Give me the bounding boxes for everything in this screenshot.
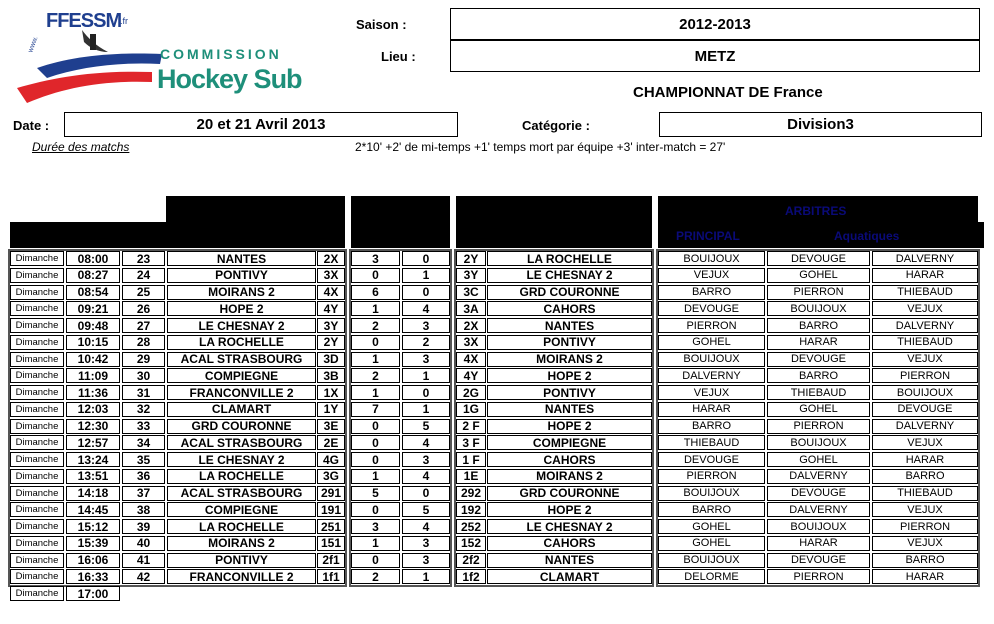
away-code-cell: 292 — [456, 486, 486, 501]
referee-principal-cell: PIERRON — [658, 318, 765, 333]
day-cell: Dimanche — [10, 486, 64, 501]
away-code-cell: 3A — [456, 301, 486, 316]
time-cell: 14:18 — [66, 486, 120, 501]
referee-principal-cell: BOUIJOUX — [658, 553, 765, 568]
referees-principal: PRINCIPAL — [676, 229, 740, 243]
away-team-cell: LA ROCHELLE — [487, 251, 652, 266]
home-code-cell: 3G — [317, 469, 345, 484]
away-team-cell: GRD COURONNE — [487, 486, 652, 501]
home-score-cell: 1 — [351, 469, 400, 484]
time-cell: 12:57 — [66, 435, 120, 450]
referee-aquatic-2-cell: VEJUX — [872, 435, 978, 450]
referee-principal-cell: BOUIJOUX — [658, 486, 765, 501]
home-team-cell: LE CHESNAY 2 — [167, 452, 316, 467]
referees-title: ARBITRES — [785, 204, 847, 218]
referee-aquatic-2-cell: DALVERNY — [872, 251, 978, 266]
away-code-cell: 4Y — [456, 368, 486, 383]
logo-ffessm-text: FFESSM — [46, 10, 122, 32]
referee-aquatic-1-cell: DALVERNY — [767, 502, 870, 517]
referee-principal-cell: THIEBAUD — [658, 435, 765, 450]
match-number-cell: 24 — [122, 268, 165, 283]
home-code-cell: 3D — [317, 352, 345, 367]
time-cell: 09:21 — [66, 301, 120, 316]
away-team-cell: CLAMART — [487, 569, 652, 584]
referee-aquatic-1-cell: DEVOUGE — [767, 251, 870, 266]
referee-aquatic-2-cell: VEJUX — [872, 536, 978, 551]
saison-label: Saison : — [356, 17, 407, 32]
home-code-cell: 4G — [317, 452, 345, 467]
referee-principal-cell: DALVERNY — [658, 368, 765, 383]
home-code-cell: 191 — [317, 502, 345, 517]
home-team-cell: PONTIVY — [167, 268, 316, 283]
away-score-cell: 4 — [402, 435, 450, 450]
day-cell: Dimanche — [10, 469, 64, 484]
categorie-value: Division3 — [659, 112, 982, 137]
referee-aquatic-2-cell: HARAR — [872, 268, 978, 283]
referee-aquatic-2-cell: VEJUX — [872, 301, 978, 316]
away-code-cell: 192 — [456, 502, 486, 517]
referee-aquatic-1-cell: GOHEL — [767, 268, 870, 283]
logo-commission-text: COMMISSION — [160, 46, 282, 62]
home-score-cell: 0 — [351, 419, 400, 434]
away-score-cell: 3 — [402, 553, 450, 568]
match-number-cell: 32 — [122, 402, 165, 417]
away-team-cell: PONTIVY — [487, 385, 652, 400]
home-score-cell: 7 — [351, 402, 400, 417]
day-cell: Dimanche — [10, 335, 64, 350]
match-number-cell: 37 — [122, 486, 165, 501]
referee-aquatic-2-cell: HARAR — [872, 569, 978, 584]
match-number-cell: 40 — [122, 536, 165, 551]
referee-aquatic-2-cell: HARAR — [872, 452, 978, 467]
referee-aquatic-1-cell: THIEBAUD — [767, 385, 870, 400]
time-cell: 13:51 — [66, 469, 120, 484]
home-code-cell: 3B — [317, 368, 345, 383]
home-score-cell: 0 — [351, 553, 400, 568]
referee-aquatic-1-cell: DEVOUGE — [767, 486, 870, 501]
away-team-cell: HOPE 2 — [487, 368, 652, 383]
match-number-cell: 42 — [122, 569, 165, 584]
time-cell: 10:42 — [66, 352, 120, 367]
home-team-cell: CLAMART — [167, 402, 316, 417]
time-cell: 16:33 — [66, 569, 120, 584]
away-team-cell: PONTIVY — [487, 335, 652, 350]
away-score-cell: 4 — [402, 301, 450, 316]
away-team-cell: CAHORS — [487, 301, 652, 316]
referee-aquatic-2-cell: DEVOUGE — [872, 402, 978, 417]
duree-label: Durée des matchs — [32, 140, 130, 154]
day-cell: Dimanche — [10, 402, 64, 417]
home-code-cell: 1X — [317, 385, 345, 400]
header-block-away — [456, 196, 652, 248]
away-score-cell: 3 — [402, 318, 450, 333]
referee-aquatic-1-cell: GOHEL — [767, 452, 870, 467]
away-code-cell: 2X — [456, 318, 486, 333]
last-day-cell: Dimanche — [10, 586, 64, 601]
day-cell: Dimanche — [10, 352, 64, 367]
home-team-cell: LA ROCHELLE — [167, 519, 316, 534]
home-team-cell: NANTES — [167, 251, 316, 266]
header-block-score — [351, 196, 450, 248]
match-number-cell: 38 — [122, 502, 165, 517]
day-cell: Dimanche — [10, 318, 64, 333]
header-block-left — [10, 222, 166, 248]
away-team-cell: HOPE 2 — [487, 419, 652, 434]
logo-fr-text: .fr — [120, 16, 128, 26]
lieu-label: Lieu : — [381, 49, 416, 64]
day-cell: Dimanche — [10, 502, 64, 517]
away-score-cell: 5 — [402, 502, 450, 517]
day-cell: Dimanche — [10, 368, 64, 383]
time-cell: 08:00 — [66, 251, 120, 266]
home-team-cell: PONTIVY — [167, 553, 316, 568]
home-team-cell: ACAL STRASBOURG — [167, 486, 316, 501]
logo-hockey-text: Hockey Sub — [157, 64, 302, 94]
time-cell: 08:54 — [66, 285, 120, 300]
home-code-cell: 3Y — [317, 318, 345, 333]
home-score-cell: 1 — [351, 536, 400, 551]
referee-aquatic-2-cell: THIEBAUD — [872, 285, 978, 300]
referee-principal-cell: VEJUX — [658, 385, 765, 400]
last-time-cell: 17:00 — [66, 586, 120, 601]
home-code-cell: 4Y — [317, 301, 345, 316]
referee-aquatic-1-cell: DEVOUGE — [767, 352, 870, 367]
home-code-cell: 3E — [317, 419, 345, 434]
home-code-cell: 1Y — [317, 402, 345, 417]
away-code-cell: 252 — [456, 519, 486, 534]
home-team-cell: GRD COURONNE — [167, 419, 316, 434]
home-team-cell: FRANCONVILLE 2 — [167, 569, 316, 584]
away-team-cell: LE CHESNAY 2 — [487, 519, 652, 534]
referee-aquatic-1-cell: PIERRON — [767, 569, 870, 584]
home-score-cell: 3 — [351, 251, 400, 266]
referee-aquatic-1-cell: BARRO — [767, 368, 870, 383]
away-team-cell: LE CHESNAY 2 — [487, 268, 652, 283]
home-team-cell: MOIRANS 2 — [167, 536, 316, 551]
away-team-cell: COMPIEGNE — [487, 435, 652, 450]
home-code-cell: 4X — [317, 285, 345, 300]
duree-value: 2*10' +2' de mi-temps +1' temps mort par équipe +3' inter-match = 27' — [355, 140, 726, 154]
home-score-cell: 2 — [351, 368, 400, 383]
referee-principal-cell: GOHEL — [658, 335, 765, 350]
referees-aquatiques: Aquatiques — [834, 229, 900, 243]
away-code-cell: 2G — [456, 385, 486, 400]
referee-principal-cell: DELORME — [658, 569, 765, 584]
away-team-cell: CAHORS — [487, 452, 652, 467]
referee-aquatic-1-cell: HARAR — [767, 335, 870, 350]
home-code-cell: 2X — [317, 251, 345, 266]
day-cell: Dimanche — [10, 569, 64, 584]
home-code-cell: 151 — [317, 536, 345, 551]
away-team-cell: MOIRANS 2 — [487, 469, 652, 484]
home-team-cell: FRANCONVILLE 2 — [167, 385, 316, 400]
away-score-cell: 3 — [402, 352, 450, 367]
referee-aquatic-2-cell: PIERRON — [872, 519, 978, 534]
time-cell: 13:24 — [66, 452, 120, 467]
referee-aquatic-2-cell: THIEBAUD — [872, 335, 978, 350]
day-cell: Dimanche — [10, 268, 64, 283]
home-code-cell: 1f1 — [317, 569, 345, 584]
time-cell: 16:06 — [66, 553, 120, 568]
time-cell: 12:03 — [66, 402, 120, 417]
match-number-cell: 39 — [122, 519, 165, 534]
home-team-cell: COMPIEGNE — [167, 502, 316, 517]
home-code-cell: 2E — [317, 435, 345, 450]
away-code-cell: 2f2 — [456, 553, 486, 568]
referee-aquatic-2-cell: VEJUX — [872, 502, 978, 517]
home-score-cell: 0 — [351, 335, 400, 350]
away-score-cell: 0 — [402, 285, 450, 300]
referee-principal-cell: BARRO — [658, 419, 765, 434]
away-code-cell: 3 F — [456, 435, 486, 450]
away-code-cell: 1 F — [456, 452, 486, 467]
match-number-cell: 41 — [122, 553, 165, 568]
referee-principal-cell: GOHEL — [658, 536, 765, 551]
away-team-cell: GRD COURONNE — [487, 285, 652, 300]
header-block-home — [166, 196, 345, 248]
home-team-cell: ACAL STRASBOURG — [167, 435, 316, 450]
referee-principal-cell: BOUIJOUX — [658, 251, 765, 266]
home-team-cell: COMPIEGNE — [167, 368, 316, 383]
referee-aquatic-1-cell: BOUIJOUX — [767, 435, 870, 450]
away-score-cell: 1 — [402, 402, 450, 417]
home-score-cell: 2 — [351, 318, 400, 333]
time-cell: 09:48 — [66, 318, 120, 333]
away-score-cell: 1 — [402, 569, 450, 584]
home-score-cell: 0 — [351, 452, 400, 467]
away-score-cell: 0 — [402, 486, 450, 501]
away-code-cell: 1f2 — [456, 569, 486, 584]
referee-aquatic-1-cell: BOUIJOUX — [767, 301, 870, 316]
home-score-cell: 1 — [351, 301, 400, 316]
away-code-cell: 1G — [456, 402, 486, 417]
away-code-cell: 3X — [456, 335, 486, 350]
match-number-cell: 36 — [122, 469, 165, 484]
away-team-cell: HOPE 2 — [487, 502, 652, 517]
home-score-cell: 5 — [351, 486, 400, 501]
home-code-cell: 3X — [317, 268, 345, 283]
time-cell: 15:12 — [66, 519, 120, 534]
referee-principal-cell: GOHEL — [658, 519, 765, 534]
day-cell: Dimanche — [10, 251, 64, 266]
home-team-cell: LA ROCHELLE — [167, 469, 316, 484]
away-code-cell: 3C — [456, 285, 486, 300]
away-code-cell: 2 F — [456, 419, 486, 434]
referee-principal-cell: VEJUX — [658, 268, 765, 283]
ffessm-logo — [12, 8, 317, 108]
time-cell: 08:27 — [66, 268, 120, 283]
day-cell: Dimanche — [10, 452, 64, 467]
referee-principal-cell: HARAR — [658, 402, 765, 417]
time-cell: 12:30 — [66, 419, 120, 434]
referee-principal-cell: DEVOUGE — [658, 301, 765, 316]
day-cell: Dimanche — [10, 536, 64, 551]
match-number-cell: 26 — [122, 301, 165, 316]
day-cell: Dimanche — [10, 385, 64, 400]
away-score-cell: 0 — [402, 385, 450, 400]
match-number-cell: 25 — [122, 285, 165, 300]
referee-aquatic-1-cell: PIERRON — [767, 419, 870, 434]
day-cell: Dimanche — [10, 519, 64, 534]
home-code-cell: 2f1 — [317, 553, 345, 568]
date-label: Date : — [13, 118, 50, 133]
match-number-cell: 23 — [122, 251, 165, 266]
away-team-cell: CAHORS — [487, 536, 652, 551]
away-code-cell: 1E — [456, 469, 486, 484]
away-team-cell: NANTES — [487, 318, 652, 333]
match-number-cell: 33 — [122, 419, 165, 434]
referee-principal-cell: BOUIJOUX — [658, 352, 765, 367]
referee-aquatic-2-cell: THIEBAUD — [872, 486, 978, 501]
match-number-cell: 34 — [122, 435, 165, 450]
referee-aquatic-2-cell: BARRO — [872, 469, 978, 484]
home-score-cell: 3 — [351, 519, 400, 534]
referee-aquatic-2-cell: BOUIJOUX — [872, 385, 978, 400]
lieu-value: METZ — [450, 40, 980, 72]
home-team-cell: LE CHESNAY 2 — [167, 318, 316, 333]
match-number-cell: 31 — [122, 385, 165, 400]
away-score-cell: 3 — [402, 536, 450, 551]
day-cell: Dimanche — [10, 285, 64, 300]
home-team-cell: LA ROCHELLE — [167, 335, 316, 350]
away-code-cell: 152 — [456, 536, 486, 551]
away-score-cell: 1 — [402, 368, 450, 383]
home-code-cell: 2Y — [317, 335, 345, 350]
saison-value: 2012-2013 — [450, 8, 980, 40]
away-score-cell: 4 — [402, 519, 450, 534]
home-score-cell: 0 — [351, 502, 400, 517]
match-number-cell: 30 — [122, 368, 165, 383]
away-score-cell: 4 — [402, 469, 450, 484]
referee-aquatic-1-cell: BOUIJOUX — [767, 519, 870, 534]
away-code-cell: 2Y — [456, 251, 486, 266]
time-cell: 14:45 — [66, 502, 120, 517]
home-team-cell: MOIRANS 2 — [167, 285, 316, 300]
day-cell: Dimanche — [10, 553, 64, 568]
referee-principal-cell: PIERRON — [658, 469, 765, 484]
away-score-cell: 3 — [402, 452, 450, 467]
home-score-cell: 6 — [351, 285, 400, 300]
time-cell: 11:36 — [66, 385, 120, 400]
home-code-cell: 251 — [317, 519, 345, 534]
referee-aquatic-1-cell: HARAR — [767, 536, 870, 551]
referee-aquatic-1-cell: PIERRON — [767, 285, 870, 300]
match-number-cell: 28 — [122, 335, 165, 350]
home-code-cell: 291 — [317, 486, 345, 501]
away-code-cell: 3Y — [456, 268, 486, 283]
referee-principal-cell: DEVOUGE — [658, 452, 765, 467]
home-score-cell: 1 — [351, 352, 400, 367]
referee-aquatic-2-cell: VEJUX — [872, 352, 978, 367]
referee-aquatic-1-cell: GOHEL — [767, 402, 870, 417]
date-value: 20 et 21 Avril 2013 — [64, 112, 458, 137]
away-team-cell: NANTES — [487, 402, 652, 417]
away-score-cell: 0 — [402, 251, 450, 266]
away-code-cell: 4X — [456, 352, 486, 367]
away-score-cell: 1 — [402, 268, 450, 283]
home-score-cell: 1 — [351, 385, 400, 400]
time-cell: 10:15 — [66, 335, 120, 350]
match-number-cell: 35 — [122, 452, 165, 467]
referee-aquatic-2-cell: BARRO — [872, 553, 978, 568]
away-team-cell: MOIRANS 2 — [487, 352, 652, 367]
referee-aquatic-1-cell: DALVERNY — [767, 469, 870, 484]
home-score-cell: 2 — [351, 569, 400, 584]
svg-text:www.: www. — [27, 35, 40, 54]
away-score-cell: 5 — [402, 419, 450, 434]
referee-aquatic-2-cell: PIERRON — [872, 368, 978, 383]
away-score-cell: 2 — [402, 335, 450, 350]
day-cell: Dimanche — [10, 435, 64, 450]
home-team-cell: HOPE 2 — [167, 301, 316, 316]
championnat-title: CHAMPIONNAT DE France — [633, 84, 823, 101]
referee-principal-cell: BARRO — [658, 285, 765, 300]
referee-aquatic-2-cell: DALVERNY — [872, 318, 978, 333]
time-cell: 15:39 — [66, 536, 120, 551]
referee-aquatic-1-cell: DEVOUGE — [767, 553, 870, 568]
categorie-label: Catégorie : — [522, 118, 590, 133]
away-team-cell: NANTES — [487, 553, 652, 568]
home-team-cell: ACAL STRASBOURG — [167, 352, 316, 367]
time-cell: 11:09 — [66, 368, 120, 383]
home-score-cell: 0 — [351, 435, 400, 450]
match-number-cell: 27 — [122, 318, 165, 333]
referee-aquatic-2-cell: DALVERNY — [872, 419, 978, 434]
match-number-cell: 29 — [122, 352, 165, 367]
home-score-cell: 0 — [351, 268, 400, 283]
day-cell: Dimanche — [10, 419, 64, 434]
referee-aquatic-1-cell: BARRO — [767, 318, 870, 333]
referee-principal-cell: BARRO — [658, 502, 765, 517]
day-cell: Dimanche — [10, 301, 64, 316]
header-block-referees-edge — [978, 222, 984, 248]
